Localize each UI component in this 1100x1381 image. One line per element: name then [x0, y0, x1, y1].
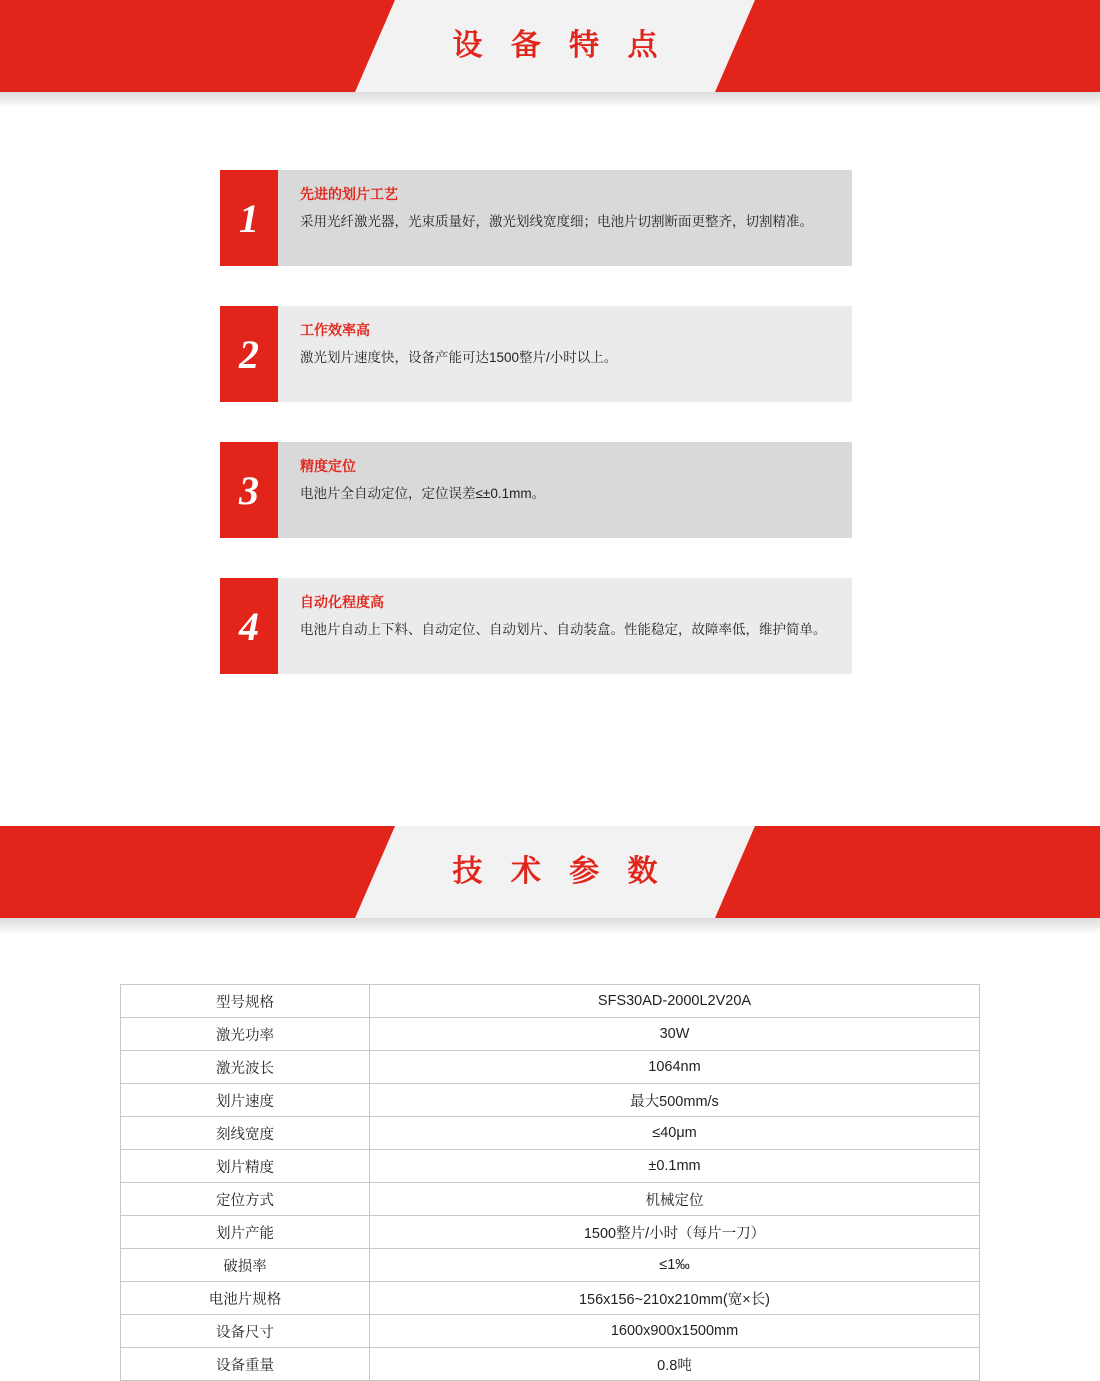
feature-body	[278, 442, 852, 538]
feature-item-3	[0, 442, 1100, 538]
specs-table-wrapper	[0, 926, 1100, 1381]
feature-body	[278, 578, 852, 674]
feature-title: 工作效率高	[300, 322, 370, 338]
spec-value: 最大500mm/s	[370, 1084, 980, 1117]
spec-key: 电池片规格	[121, 1282, 370, 1315]
spec-value: ±0.1mm	[370, 1150, 980, 1183]
banner-shadow-gradient	[0, 918, 1100, 934]
spec-value: 30W	[370, 1018, 980, 1051]
table-row	[121, 1051, 980, 1084]
spec-key: 划片产能	[121, 1216, 370, 1249]
spec-key: 设备重量	[121, 1348, 370, 1381]
spec-key: 定位方式	[121, 1183, 370, 1216]
feature-item-2	[0, 306, 1100, 402]
feature-description: 电池片全自动定位，定位误差≤±0.1mm。	[300, 486, 546, 501]
feature-body	[278, 306, 852, 402]
spec-key: 型号规格	[121, 985, 370, 1018]
specs-banner-title: 技 术 参 数	[452, 855, 668, 888]
feature-title: 精度定位	[300, 458, 356, 474]
feature-body	[278, 170, 852, 266]
feature-title: 先进的划片工艺	[300, 186, 398, 202]
specs-table	[120, 984, 980, 1381]
feature-title: 自动化程度高	[300, 594, 384, 610]
features-banner-title: 设 备 特 点	[452, 29, 668, 62]
features-list	[0, 100, 1100, 674]
table-row	[121, 1150, 980, 1183]
table-row	[121, 1348, 980, 1381]
feature-item-4	[0, 578, 1100, 674]
spec-value: 156x156~210x210mm(宽×长)	[370, 1282, 980, 1315]
feature-description: 激光划片速度快，设备产能可达1500整片/小时以上。	[300, 350, 618, 365]
table-row	[121, 1216, 980, 1249]
specs-section-banner	[0, 826, 1100, 926]
feature-description: 采用光纤激光器，光束质量好，激光划线宽度细；电池片切割断面更整齐，切割精准。	[300, 214, 813, 229]
spec-value: ≤40μm	[370, 1117, 980, 1150]
spec-value: SFS30AD-2000L2V20A	[370, 985, 980, 1018]
spec-key: 激光功率	[121, 1018, 370, 1051]
table-row	[121, 1084, 980, 1117]
table-row	[121, 1018, 980, 1051]
features-section-banner	[0, 0, 1100, 100]
spec-value: 1600x900x1500mm	[370, 1315, 980, 1348]
spec-key: 设备尺寸	[121, 1315, 370, 1348]
table-row	[121, 985, 980, 1018]
spec-key: 刻线宽度	[121, 1117, 370, 1150]
spec-value: 机械定位	[370, 1183, 980, 1216]
table-row	[121, 1117, 980, 1150]
feature-item-1	[0, 170, 1100, 266]
table-row	[121, 1249, 980, 1282]
feature-number-badge: 4	[220, 578, 278, 674]
section-spacer	[0, 714, 1100, 826]
spec-key: 划片精度	[121, 1150, 370, 1183]
table-row	[121, 1282, 980, 1315]
spec-value: 1500整片/小时（每片一刀）	[370, 1216, 980, 1249]
feature-description: 电池片自动上下料、自动定位、自动划片、自动装盒。性能稳定，故障率低，维护简单。	[300, 622, 827, 637]
spec-key: 破损率	[121, 1249, 370, 1282]
feature-number-badge: 2	[220, 306, 278, 402]
spec-value: 1064nm	[370, 1051, 980, 1084]
spec-key: 划片速度	[121, 1084, 370, 1117]
spec-value: 0.8吨	[370, 1348, 980, 1381]
feature-number-badge: 1	[220, 170, 278, 266]
feature-number-badge: 3	[220, 442, 278, 538]
table-row	[121, 1183, 980, 1216]
spec-key: 激光波长	[121, 1051, 370, 1084]
table-row	[121, 1315, 980, 1348]
spec-value: ≤1‰	[370, 1249, 980, 1282]
